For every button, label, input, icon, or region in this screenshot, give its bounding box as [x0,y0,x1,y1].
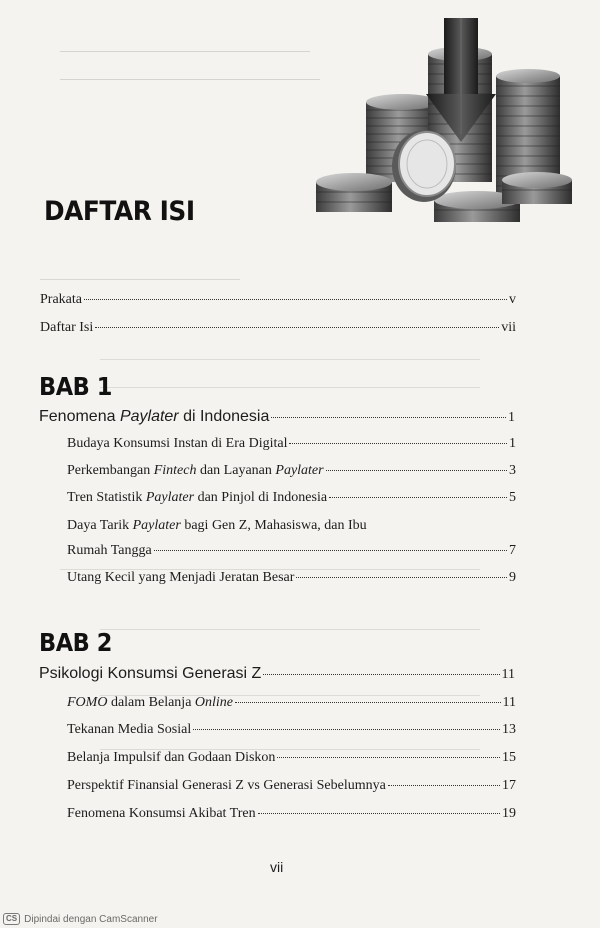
dot-leader [84,299,507,300]
dot-leader [154,550,507,551]
toc-entry-page: 1 [509,436,516,451]
toc-entry-page: 19 [502,806,516,821]
toc-entry-page: 9 [509,570,516,585]
toc-entry-label: Tren Statistik Paylater dan Pinjol di Indonesia [67,490,328,505]
chapter-1-heading: BAB 1 [39,372,112,401]
toc-entry-page: 15 [502,750,516,765]
toc-entry-page: 11 [502,695,516,710]
toc-entry-label: Belanja Impulsif dan Godaan Diskon [67,750,276,765]
dot-leader [296,577,507,578]
camscanner-logo-icon: CS [3,913,20,925]
toc-entry-daftar-isi[interactable] [40,320,516,336]
dot-leader [326,470,507,471]
toc-entry[interactable] [67,750,516,766]
toc-entry[interactable] [67,722,516,738]
toc-entry[interactable] [67,463,516,479]
dot-leader [388,785,500,786]
toc-entry-label: Budaya Konsumsi Instan di Era Digital [67,436,288,451]
toc-entry-label: Fenomena Konsumsi Akibat Tren [67,806,256,821]
coin-stack-illustration [316,14,572,236]
toc-entry-label: Utang Kecil yang Menjadi Jeratan Besar [67,570,295,585]
dot-leader [95,327,499,328]
dot-leader [271,417,506,418]
toc-entry-page: v [509,292,516,307]
toc-entry-label: Perkembangan Fintech dan Layanan Paylater [67,463,324,478]
toc-entry-page: 3 [509,463,516,478]
chapter-2-heading: BAB 2 [39,628,112,657]
dot-leader [193,729,500,730]
toc-entry-line1[interactable]: Daya Tarik Paylater bagi Gen Z, Mahasiswa, dan Ibu [67,518,367,533]
toc-entry[interactable] [67,695,516,711]
toc-entry-page: 7 [509,543,516,558]
toc-entry-page: 11 [501,667,515,682]
toc-entry-page: vii [501,320,516,335]
dot-leader [329,497,507,498]
toc-entry-label: Rumah Tangga [67,543,152,558]
dot-leader [277,757,500,758]
toc-entry-label: Perspektif Finansial Generasi Z vs Generasi Sebelumnya [67,778,386,793]
toc-entry-label: Daftar Isi [40,320,94,335]
toc-entry[interactable] [67,436,516,452]
chapter-title: Psikologi Konsumsi Generasi Z [39,665,262,682]
scanner-watermark [0,910,600,928]
toc-entry-prakata[interactable] [40,292,516,308]
dot-leader [263,674,499,675]
toc-entry-page: 13 [502,722,516,737]
toc-entry-page: 5 [509,490,516,505]
toc-entry[interactable] [67,570,516,586]
page-title: DAFTAR ISI [44,196,195,227]
dot-leader [258,813,500,814]
dot-leader [289,443,507,444]
chapter-title: Fenomena Paylater di Indonesia [39,408,270,425]
toc-entry-label: Prakata [40,292,82,307]
scanner-note: Dipindai dengan CamScanner [24,913,158,925]
toc-entry[interactable] [67,806,516,822]
toc-entry-page: 1 [508,410,515,425]
toc-entry[interactable] [67,490,516,506]
dot-leader [235,702,501,703]
page-number: vii [270,859,284,875]
toc-entry-page: 17 [502,778,516,793]
toc-entry-line2[interactable] [67,543,516,559]
toc-entry-label: Tekanan Media Sosial [67,722,192,737]
toc-entry-label: FOMO dalam Belanja Online [67,695,234,710]
toc-entry[interactable] [67,778,516,794]
chapter-2-title-entry[interactable] [39,665,515,683]
chapter-1-title-entry[interactable] [39,408,515,426]
